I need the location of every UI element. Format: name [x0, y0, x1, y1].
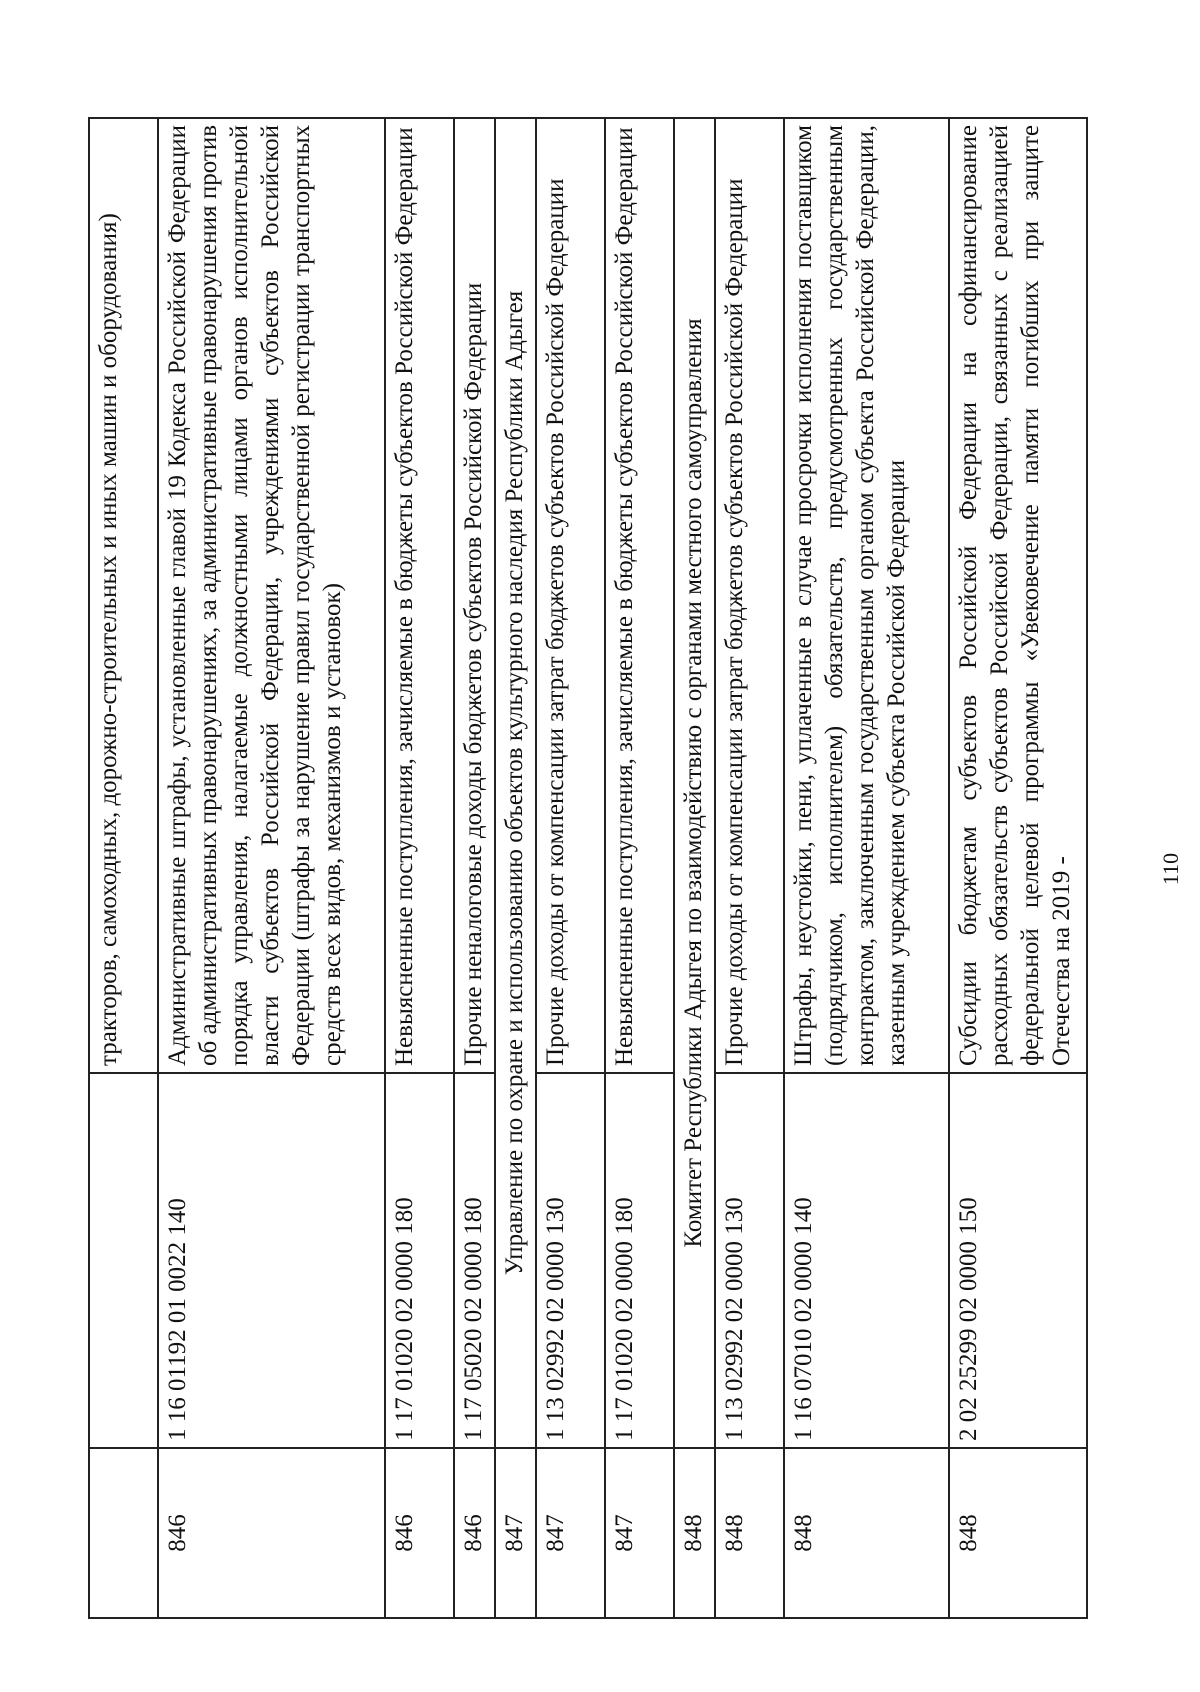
kbk-code-cell: 1 16 07010 02 0000 140 [784, 1073, 949, 1448]
section-header-row [674, 118, 715, 1618]
table-row [158, 118, 385, 1618]
admin-code-cell [89, 1448, 158, 1618]
revenue-name-cell: Прочие доходы от компенсации затрат бюджетов субъектов Российской Федерации [715, 118, 784, 1073]
table-row [454, 118, 495, 1618]
page-number: 110 [1158, 852, 1183, 886]
admin-code-cell: 848 [784, 1448, 949, 1618]
table-row [89, 118, 158, 1618]
revenue-name-cell: Невыясненные поступления, зачисляемые в бюджеты субъектов Российской Федерации [605, 118, 674, 1073]
kbk-code-cell: 1 17 05020 02 0000 180 [454, 1073, 495, 1448]
revenue-name-cell: Штрафы, неустойки, пени, уплаченные в случае просрочки исполнения поставщиком (подрядчиком, исполнителем) обязательств, предусмотренных государственным контрактом, заключенным государственным органом субъекта Российской Федерации, казенным учреждением субъекта Российской Федерации [784, 118, 949, 1073]
revenue-table [88, 117, 1088, 1619]
admin-code-cell: 848 [715, 1448, 784, 1618]
revenue-name-cell: Административные штрафы, установленные главой 19 Кодекса Российской Федерации об административных правонарушениях, за административные правонарушения против порядка управления, налагаемые должностными лицами органов исполнительной власти субъектов Российской Федерации, учреждениями субъектов Российской Федерации (штрафы за нарушение правил государственной регистрации транспортных средств всех видов, механизмов и установок) [158, 118, 385, 1073]
kbk-code-cell: 1 13 02992 02 0000 130 [715, 1073, 784, 1448]
kbk-code-cell [89, 1073, 158, 1448]
admin-code-cell: 847 [605, 1448, 674, 1618]
table-row [605, 118, 674, 1618]
admin-code-cell: 846 [385, 1448, 454, 1618]
table-row [536, 118, 605, 1618]
revenue-name-cell: Прочие неналоговые доходы бюджетов субъектов Российской Федерации [454, 118, 495, 1073]
kbk-code-cell: 1 17 01020 02 0000 180 [385, 1073, 454, 1448]
kbk-code-cell: 1 16 01192 01 0022 140 [158, 1073, 385, 1448]
revenue-name-cell: тракторов, самоходных, дорожно-строительных и иных машин и оборудования) [89, 118, 158, 1073]
admin-code-cell: 847 [495, 1448, 536, 1618]
revenue-name-cell: Субсидии бюджетам субъектов Российской Федерации на софинансирование расходных обязательств субъектов Российской Федерации, связанных с реализацией федеральной целевой программы «Увековечение памяти погибших при защите Отечества на 2019 - [949, 118, 1087, 1073]
revenue-table-body [89, 118, 1087, 1618]
section-title-cell: Управление по охране и использованию объектов культурного наследия Республики Адыгея [495, 118, 536, 1448]
kbk-code-cell: 2 02 25299 02 0000 150 [949, 1073, 1087, 1448]
section-title-cell: Комитет Республики Адыгея по взаимодействию с органами местного самоуправления [674, 118, 715, 1448]
admin-code-cell: 847 [536, 1448, 605, 1618]
admin-code-cell: 846 [454, 1448, 495, 1618]
admin-code-cell: 846 [158, 1448, 385, 1618]
section-header-row [495, 118, 536, 1618]
rotated-page [88, 119, 1183, 1619]
admin-code-cell: 848 [949, 1448, 1087, 1618]
revenue-name-cell: Прочие доходы от компенсации затрат бюджетов субъектов Российской Федерации [536, 118, 605, 1073]
table-row [784, 118, 949, 1618]
kbk-code-cell: 1 13 02992 02 0000 130 [536, 1073, 605, 1448]
table-row [949, 118, 1087, 1618]
admin-code-cell: 848 [674, 1448, 715, 1618]
kbk-code-cell: 1 17 01020 02 0000 180 [605, 1073, 674, 1448]
table-row [715, 118, 784, 1618]
revenue-name-cell: Невыясненные поступления, зачисляемые в бюджеты субъектов Российской Федерации [385, 118, 454, 1073]
table-row [385, 118, 454, 1618]
